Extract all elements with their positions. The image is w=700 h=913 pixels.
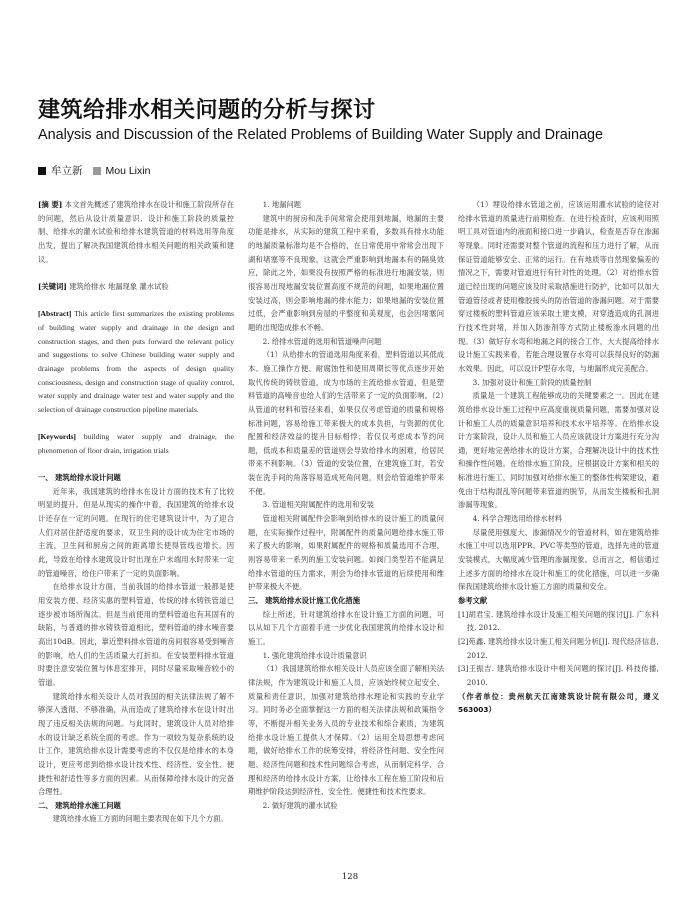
body-paragraph: 3. 加强对设计和施工阶段的质量控制: [472, 377, 592, 387]
reference-item: [1]胡君宝. 建筑给排水设计及施工相关问题的探讨[J]. 广东科技, 2012.: [458, 609, 659, 633]
references-title: 参考文献: [458, 596, 488, 606]
abstract-cn-text: 本文首先概述了建筑给排水在设计和施工阶段所存在的问题，然后从设计质量意识、设计和施工阶段的质量控制、给排水的灌水试验和给排水建筑管道的材料选用等角度出发，提出了解决我国建筑给排水相关问题的相关政策和建议。: [38, 200, 234, 264]
black-square-icon: [38, 167, 46, 175]
keywords-cn-text: 建筑给排水 地漏现象 灌水试验: [69, 281, 169, 291]
reference-item: [2]苑鑫. 建筑给排水设计施工相关问题分析[J]. 现代经济信息, 2012.: [458, 637, 659, 660]
body-paragraph: 建筑中的厨房和洗手间常常会使用到地漏，地漏的主要功能是排水，从实际的建筑工程中来看，多数具有排水功能的地漏质量标准均是不合格的，在日常使用中常常会出现下湖和堵塞等不良现象，这就会严重影响到地漏本有的隔臭效应，除此之外，如果没有按照严格的标准进行地漏安装，则很容易出现地漏安装位置高度不规范的问题，如果地漏位置安装过高，则会影响地漏的排水能力；如果地漏的安装位置过低，会严重影响到房屋的平整度和美观度，也会因堵塞问题的出现造成排水不畅。: [248, 213, 444, 332]
abstract-cn-label: [摘 要]: [38, 200, 63, 209]
body-paragraph: 质量是一个建筑工程能够成功的关键要素之一。因此在建筑给排水设计施工过程中应高度重视质量问题，需要加强对设计和施工人员的质量意识培养和技术水平培养等。在给排水设计方案阶段，设计人员和施工人员应该就设计方案进行充分沟通，更好地完善给排水的设计方案，合理解决设计中的技术性和操作性问题。在给排水施工阶段，应根据设计方案和相关的标准进行施工，同时加强对给排水施工的整体性构架建设，避免由于结构混乱等问题带来管道的脱节，从而发生楼板和孔洞渗漏等现象。: [458, 391, 659, 510]
authors-line: [38, 163, 150, 178]
title-en: Analysis and Discussion of the Related Problems of Building Water Supply and Drainage: [38, 127, 604, 143]
column-left: [38, 198, 234, 826]
reference-item: [3]王振吉. 建筑给排水设计中相关问题的探讨[J]. 科技传播, 2010.: [458, 664, 659, 687]
affiliation: （作者单位：贵州航天江南建筑设计院有限公司，遵义 563003）: [458, 691, 659, 715]
abstract-en-label: [Abstract]: [38, 309, 72, 319]
section-heading: 三、 建筑给排水设计施工优化措施: [248, 596, 360, 606]
body-paragraph: 2. 做好建筑的灌水试验: [262, 800, 338, 810]
page-number: 128: [341, 872, 359, 882]
section-heading: 一、 建筑给排水设计问题: [38, 473, 121, 483]
body-paragraph: 近年来，我国建筑的给排水在设计方面的技术有了比较明显的提升。但是从现实的操作中看，我国建筑的给排水设计还存在一定的问题。在现行的住宅建筑设计中，为了迎合人们对居住舒适度的要求，双卫生间的设计成为住宅市场的主流，卫生间和厨房之间的距离增长使得管线也增长。因此，导致在给排水建筑设计时出现在户末端用水时带来一定的管道噪音，给住户带来了一定的负面影响。: [38, 486, 234, 578]
body-paragraph: 3. 管道相关附属配件的选用和安装: [262, 500, 375, 510]
keywords-en-text: building water supply and drainage, the phenomenon of floor drain, irrigation trials: [38, 432, 234, 455]
body-paragraph: 管道相关附属配件会影响到给排水的设计施工的质量问题，在实际操作过程中，附属配件的质量问题给排水施工带来了极大的影响，如果附属配件的规格和质量选用不合理，则容易带来一系列的施工安装问题。如阀门类型若不能满足给排水管道的压力需求，则会为给排水管道的后续使用和维护带来极大不便。: [248, 514, 444, 592]
abstract-en-text: This article first summarizes the existing problems of building water supply and drainage in the design and construction stages, and then puts forward the relevant policy and suggestions to solve Chinese building water supply and drainage problems from the aspects of design quality consciousness, design and construction stage of quality control, water supply and drainage water test and water supply and the selection of drainage construction pipeline materials.: [38, 309, 235, 414]
body-paragraph: （1）我国建筑给排水相关设计人员应该全面了解相关法律法规，作为建筑设计和施工人员，应该始终树立起安全、质量和责任意识，加强对建筑给排水理论和实践的专业学习。同时务必全面掌握这一方面的相关法律法规和政策指令等，不断提升相关业务人员的专业技术和综合素质，为建筑给排水设计施工提供人才保障。（2）运用全局思想考虑问题，做好给排水工作的统筹安排，将经济性问题、安全性问题、经济性问题和技术性问题综合考虑，从而制定科学、合理和经济的给排水设计方案，让给排水工程在施工阶段和后期维护阶段达到经济性、安全性、便捷性和技术性要求。: [248, 664, 444, 797]
column-right: [458, 198, 659, 717]
body-paragraph: 在给排水设计方面，当前我国的给排水管道一般都是使用安装方便、经济实惠的塑料管道，传统的排水铸铁管道已逐步被市场所淘汰。但是当前使用的塑料管道也有其固有的缺陷，与普通的排水铸铁管道相比，塑料管道的排水噪音要高出10dB。因此，靠近塑料排水管道的房间很容易受到噪音的影响，给人们的生活质量大打折扣。在安装塑料排水管道时要注意安装位置与休息室排开，同时尽量采取噪音较小的管道。: [38, 582, 234, 687]
reference-list: [458, 608, 659, 690]
keywords-cn: [38, 280, 234, 294]
body-paragraph: 综上所述，针对建筑给排水在设计施工方面的问题，可以从如下几个方面着手进一步优化我国建筑的给排水设计和施工。: [248, 609, 444, 646]
keywords-en: [38, 430, 234, 457]
keywords-en-label: [Keywords]: [38, 432, 76, 442]
section-heading: 二、 建筑给排水施工问题: [38, 800, 121, 810]
left-body: [38, 471, 234, 826]
body-paragraph: 尽量使用强度大、渗漏情况少的管道材料，如在建筑给排水施工中可以选用PPR、PVC等类型的管道，选择先进的管道安装模式，大幅度减少管理的渗漏现象。总而言之，相信通过上述多方面的给排水在设计和施工的优化措施，可以进一步确保我国建筑给排水设计施工方面的质量和安全。: [458, 527, 659, 592]
grey-square-icon: [93, 167, 101, 175]
middle-body: [248, 198, 444, 813]
body-paragraph: 1. 强化建筑给排水设计质量意识: [262, 650, 367, 660]
abstract-en: [38, 307, 234, 416]
body-paragraph: 建筑给排水相关设计人员对我国的相关法律法规了解不够深入透彻、不够准确，从而造成了建筑给排水在设计时出现了违反相关法规的问题。与此同时，建筑设计人员对给排水的设计缺乏系统全面的考虑。作为一项较为复杂系统的设计工作，建筑给排水设计需要考虑的不仅仅是给排水的本身设计，更应考虑到给排水设计技术性、经济性、安全性、便捷性和舒适性等多方面的因素。从而保障给排水设计的完备合理性。: [38, 691, 234, 797]
body-paragraph: 2. 给排水管道的选用和管道噪声问题: [262, 336, 382, 346]
abstract-cn: [38, 198, 234, 266]
title-cn: 建筑给排水相关问题的分析与探讨: [38, 98, 376, 123]
author-en: Mou Lixin: [105, 164, 151, 177]
author-cn: 牟立新: [51, 165, 83, 177]
column-middle: [248, 198, 444, 813]
body-paragraph: （1）埋设给排水管道之前，应该运用灌水试验的途径对给排水管道的质量进行前期检查。在进行检查时，应该利用照明工具对管道内的液面和接口进一步确认，检查是否存在渗漏等现象。同时还需要对整个管道的流程和压力进行了解，从而保证管道能够安全、正常的运行。在有地质等自然现象偏差的情况之下，需要对管道进行有针对性的处理。（2）对给排水管道已经出现的问题应该及时采取措施进行防护，比如可以加大管道管径或者使用橡胶接头的防治管道的渗漏问题。对于需要穿过楼板的塑料管道应该采取土建支模，对穿透造成的孔洞进行技术性封堵，并加入防渗剂等方式防止楼板渗水问题的出现。（3）做好存水弯和地漏之间的接合工作，大大提高给排水设计施工实践来看，若能合理设置存水弯可以获得良好的防漏水效果。因此，可以设计P型存水弯，与地漏形成完美配合。: [458, 200, 659, 373]
body-paragraph: 4. 科学合理选用给排水材料: [472, 514, 563, 524]
body-paragraph: 1. 地漏问题: [262, 200, 302, 209]
body-paragraph: 建筑给排水施工方面的问题主要表现在如下几个方面。: [52, 814, 228, 824]
keywords-cn-label: [关键词]: [38, 281, 67, 291]
body-paragraph: （1）从给排水的管道选用角度来看，塑料管道以其低成本、施工操作方便、耐腐蚀性和使用周期长等优点逐步开始取代传统的铸铁管道，成为市场的主流给排水管道，但是塑料管道的高噪音也给人们的生活带来了一定的负面影响。（2）从管道的材料和管径来看，如果仅仅考虑管道的质量和规格标准问题，容易给施工带来极大的成本负担，与资源的优化配置和经济效益的提升目标相悖；若仅仅考虑成本节约问题，低成本和质量差的管道则会导致给排水的困难，给居民带来不利影响。（3）管道的安装位置，在建筑施工时，若安装在洗手间的角落容易造成死角问题，则会给管道维护带来不便。: [248, 350, 444, 496]
right-body: [458, 198, 659, 594]
